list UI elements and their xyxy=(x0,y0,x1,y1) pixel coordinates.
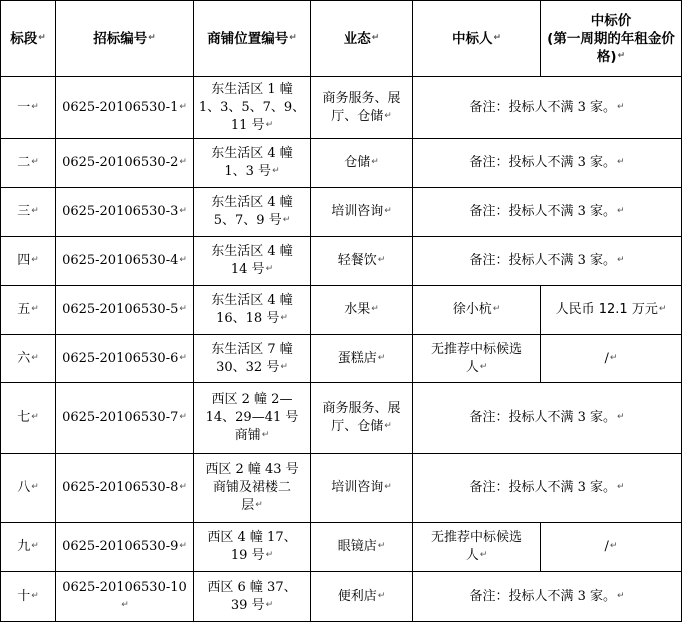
cell-bid-no: 0625-20106530-2↵ xyxy=(56,139,194,188)
table-row xyxy=(1,237,682,286)
header-bid-no: 招标编号↵ xyxy=(56,1,194,77)
cell-remark: 备注：投标人不满 3 家。↵ xyxy=(413,77,682,139)
cell-business: 商务服务、展 厅、仓储↵ xyxy=(311,77,413,139)
table-row xyxy=(1,383,682,454)
cell-business: 便利店↵ xyxy=(311,572,413,622)
table-body xyxy=(1,77,682,622)
cell-business: 培训咨询↵ xyxy=(311,454,413,523)
cell-location: 东生活区 4 幢 16、18 号↵ xyxy=(194,286,311,335)
cell-section: 三↵ xyxy=(1,188,56,237)
cell-remark: 备注：投标人不满 3 家。↵ xyxy=(413,383,682,454)
header-price: 中标价 (第一周期的年租金价格)↵ xyxy=(541,1,682,77)
cell-location: 东生活区 4 幢 5、7、9 号↵ xyxy=(194,188,311,237)
cell-section: 六↵ xyxy=(1,335,56,383)
cell-business: 仓储↵ xyxy=(311,139,413,188)
header-business: 业态↵ xyxy=(311,1,413,77)
cell-section: 九↵ xyxy=(1,523,56,572)
cell-remark: 备注：投标人不满 3 家。↵ xyxy=(413,139,682,188)
header-section: 标段↵ xyxy=(1,1,56,77)
cell-section: 四↵ xyxy=(1,237,56,286)
cell-remark: 备注：投标人不满 3 家。↵ xyxy=(413,237,682,286)
cell-business: 水果↵ xyxy=(311,286,413,335)
cell-winner: 无推荐中标候选 人↵ xyxy=(413,523,541,572)
cell-business: 商务服务、展 厅、仓储↵ xyxy=(311,383,413,454)
cell-bid-no: 0625-20106530-10↵ xyxy=(56,572,194,622)
table-row xyxy=(1,188,682,237)
cell-price: /↵ xyxy=(541,335,682,383)
cell-location: 西区 2 幢 43 号 商铺及裙楼二 层↵ xyxy=(194,454,311,523)
table-row xyxy=(1,335,682,383)
cell-bid-no: 0625-20106530-7↵ xyxy=(56,383,194,454)
table-row xyxy=(1,572,682,622)
cell-location: 东生活区 1 幢 1、3、5、7、9、 11 号↵ xyxy=(194,77,311,139)
cell-business: 蛋糕店↵ xyxy=(311,335,413,383)
cell-section: 八↵ xyxy=(1,454,56,523)
table-row xyxy=(1,286,682,335)
cell-bid-no: 0625-20106530-4↵ xyxy=(56,237,194,286)
cell-bid-no: 0625-20106530-8↵ xyxy=(56,454,194,523)
cell-location: 西区 2 幢 2— 14、29—41 号 商铺↵ xyxy=(194,383,311,454)
cell-bid-no: 0625-20106530-9↵ xyxy=(56,523,194,572)
cell-business: 培训咨询↵ xyxy=(311,188,413,237)
cell-bid-no: 0625-20106530-6↵ xyxy=(56,335,194,383)
cell-price: /↵ xyxy=(541,523,682,572)
table-row xyxy=(1,139,682,188)
cell-section: 十↵ xyxy=(1,572,56,622)
cell-section: 一↵ xyxy=(1,77,56,139)
cell-location: 西区 6 幢 37、 39 号↵ xyxy=(194,572,311,622)
cell-bid-no: 0625-20106530-5↵ xyxy=(56,286,194,335)
cell-business: 眼镜店↵ xyxy=(311,523,413,572)
cell-location: 西区 4 幢 17、 19 号↵ xyxy=(194,523,311,572)
cell-section: 五↵ xyxy=(1,286,56,335)
cell-location: 东生活区 4 幢 1、3 号↵ xyxy=(194,139,311,188)
table-row xyxy=(1,523,682,572)
cell-section: 二↵ xyxy=(1,139,56,188)
table-row xyxy=(1,454,682,523)
cell-bid-no: 0625-20106530-3↵ xyxy=(56,188,194,237)
cell-remark: 备注：投标人不满 3 家。↵ xyxy=(413,188,682,237)
cell-remark: 备注：投标人不满 3 家。↵ xyxy=(413,454,682,523)
cell-winner: 徐小杭↵ xyxy=(413,286,541,335)
header-location: 商铺位置编号↵ xyxy=(194,1,311,77)
header-row xyxy=(1,1,682,77)
cell-section: 七↵ xyxy=(1,383,56,454)
cell-winner: 无推荐中标候选 人↵ xyxy=(413,335,541,383)
cell-location: 东生活区 4 幢 14 号↵ xyxy=(194,237,311,286)
header-winner: 中标人↵ xyxy=(413,1,541,77)
cell-remark: 备注：投标人不满 3 家。↵ xyxy=(413,572,682,622)
cell-business: 轻餐饮↵ xyxy=(311,237,413,286)
cell-price: 人民币 12.1 万元↵ xyxy=(541,286,682,335)
cell-location: 东生活区 7 幢 30、32 号↵ xyxy=(194,335,311,383)
cell-bid-no: 0625-20106530-1↵ xyxy=(56,77,194,139)
table-row xyxy=(1,77,682,139)
